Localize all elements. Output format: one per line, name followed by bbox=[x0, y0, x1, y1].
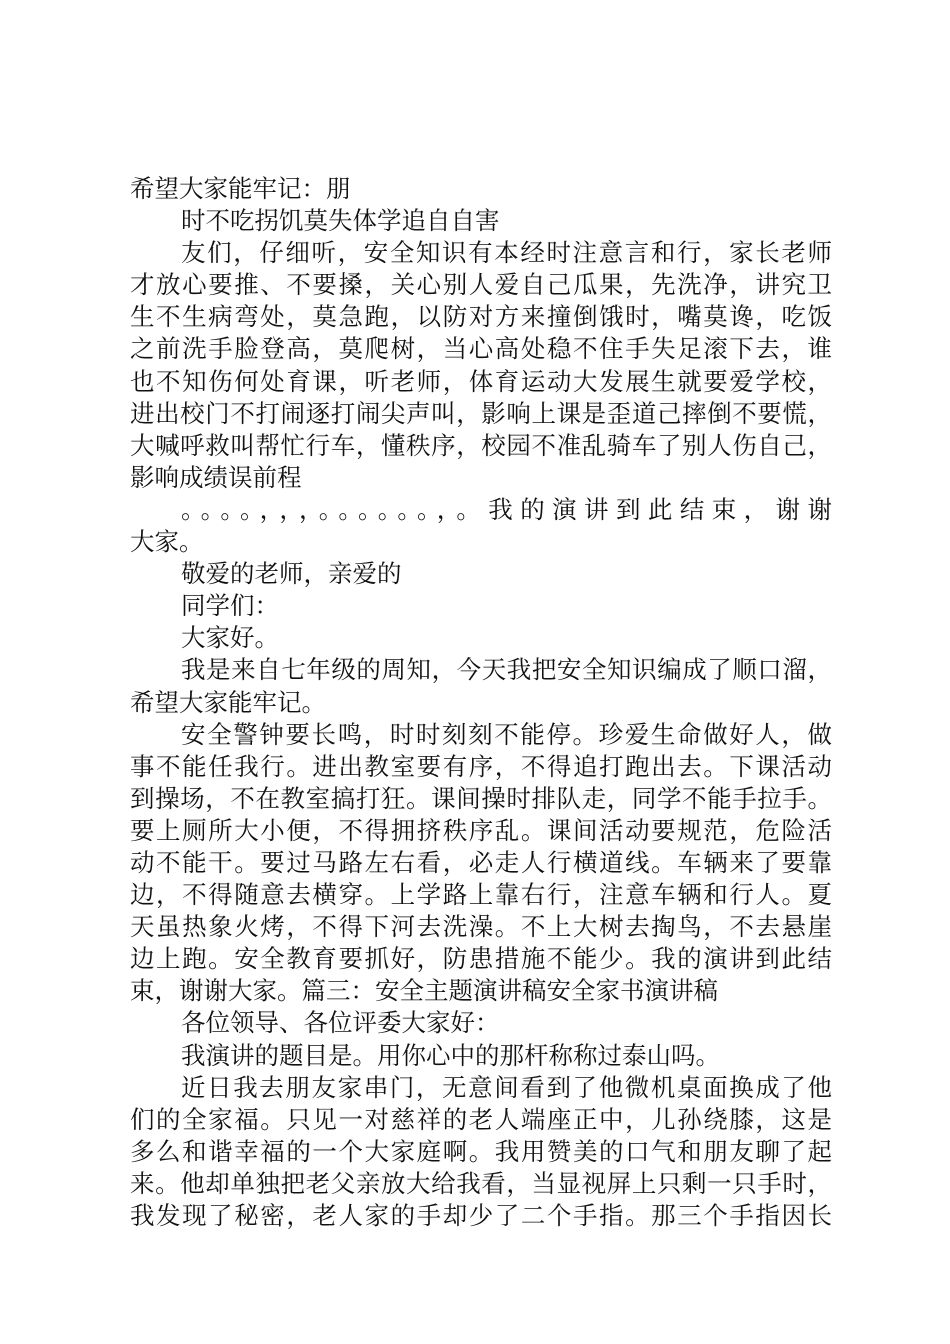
text-line: 。。。。，，，。。。。。。，。我的演讲到此结束，谢谢 bbox=[181, 494, 832, 524]
text-line: 生不生病弯处，莫急跑，以防对方来撞倒饿时，嘴莫谗，吃饭 bbox=[130, 302, 832, 332]
text-line: 天虽热象火烤，不得下河去洗澡。不上大树去掏鸟，不去悬崖 bbox=[130, 912, 832, 942]
text-line: 之前洗手脸登高，莫爬树，当心高处稳不住手失足滚下去，谁 bbox=[130, 334, 832, 364]
text-line: 要上厕所大小便，不得拥挤秩序乱。课间活动要规范，危险活 bbox=[130, 815, 832, 845]
text-line: 到操场，不在教室搞打狂。课间操时排队走，同学不能手拉手。 bbox=[130, 783, 832, 813]
text-line: 束，谢谢大家。篇三：安全主题演讲稿安全家书演讲稿 bbox=[130, 976, 718, 1006]
text-line: 边上跑。安全教育要抓好，防患措施不能少。我的演讲到此结 bbox=[130, 944, 832, 974]
text-line: 才放心要推、不要搡，关心别人爱自己瓜果，先洗净，讲究卫 bbox=[130, 270, 832, 300]
text-line: 来。他却单独把老父亲放大给我看，当显视屏上只剩一只手时， bbox=[130, 1168, 832, 1198]
text-line: 也不知伤何处育课，听老师，体育运动大发展生就要爱学校， bbox=[130, 366, 832, 396]
text-line: 影响成绩误前程 bbox=[130, 462, 302, 492]
text-line: 大家。 bbox=[130, 527, 204, 557]
text-line: 希望大家能牢记。 bbox=[130, 687, 326, 717]
text-line: 我是来自七年级的周知，今天我把安全知识编成了顺口溜， bbox=[181, 655, 832, 685]
text-line: 安全警钟要长鸣，时时刻刻不能停。珍爱生命做好人，做 bbox=[181, 719, 832, 749]
text-line: 各位领导、各位评委大家好： bbox=[181, 1008, 500, 1038]
text-line: 动不能干。要过马路左右看，必走人行横道线。车辆来了要靠 bbox=[130, 847, 832, 877]
text-line: 我演讲的题目是。用你心中的那杆称称过泰山吗。 bbox=[181, 1040, 720, 1070]
text-line: 近日我去朋友家串门，无意间看到了他微机桌面换成了他 bbox=[181, 1072, 832, 1102]
text-line: 敬爱的老师，亲爱的 bbox=[181, 559, 402, 589]
text-line: 时不吃拐饥莫失体学追自自害 bbox=[181, 206, 500, 236]
text-line: 友们，仔细听，安全知识有本经时注意言和行，家长老师 bbox=[181, 238, 832, 268]
text-line: 事不能任我行。进出教室要有序，不得追打跑出去。下课活动 bbox=[130, 751, 832, 781]
text-line: 同学们： bbox=[181, 591, 279, 621]
text-line: 边，不得随意去横穿。上学路上靠右行，注意车辆和行人。夏 bbox=[130, 880, 832, 910]
text-line: 我发现了秘密，老人家的手却少了二个手指。那三个手指因长 bbox=[130, 1201, 832, 1230]
text-line: 大家好。 bbox=[181, 623, 279, 653]
text-line: 们的全家福。只见一对慈祥的老人端座正中，儿孙绕膝，这是 bbox=[130, 1104, 832, 1134]
text-line: 希望大家能牢记：朋 bbox=[130, 174, 351, 203]
document-body bbox=[130, 173, 832, 1232]
text-line: 多么和谐幸福的一个大家庭啊。我用赞美的口气和朋友聊了起 bbox=[130, 1136, 832, 1166]
text-line: 进出校门不打闹逐打闹尖声叫，影响上课是歪道己摔倒不要慌， bbox=[130, 398, 832, 428]
text-line: 大喊呼救叫帮忙行车，懂秩序，校园不准乱骑车了别人伤自己， bbox=[130, 430, 832, 460]
